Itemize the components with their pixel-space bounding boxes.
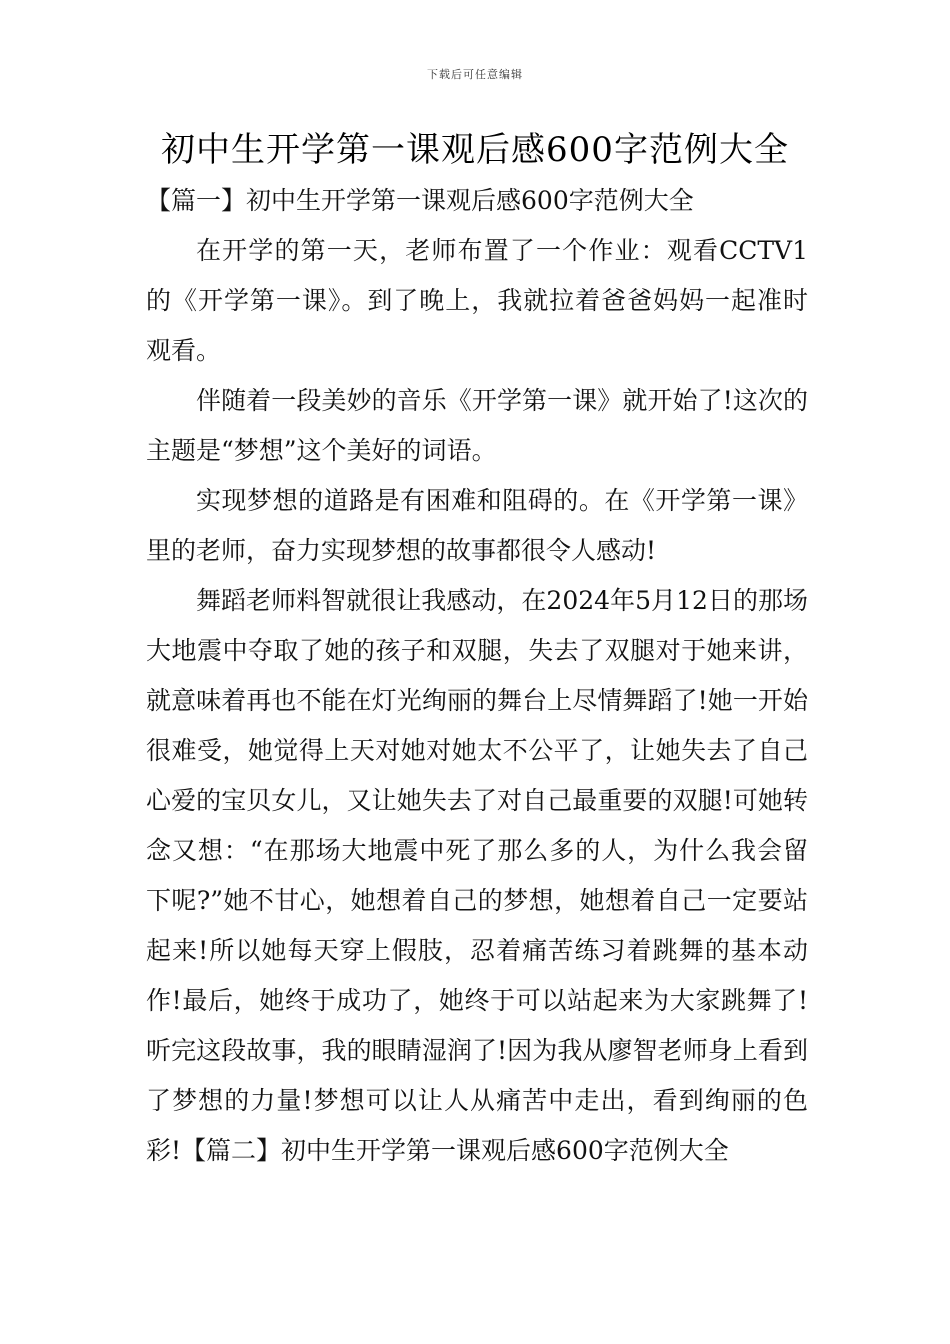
paragraph-2: 伴随着一段美妙的音乐《开学第一课》就开始了!这次的主题是“梦想”这个美好的词语。 xyxy=(146,386,808,465)
document-body xyxy=(146,176,808,1176)
section-heading: 【篇一】初中生开学第一课观后感600字范例大全 xyxy=(146,186,694,215)
document-title: 初中生开学第一课观后感600字范例大全 xyxy=(161,130,789,170)
paragraph-3: 实现梦想的道路是有困难和阻碍的。在《开学第一课》里的老师，奋力实现梦想的故事都很令人感动! xyxy=(146,486,808,565)
paragraph-1: 在开学的第一天，老师布置了一个作业：观看CCTV1的《开学第一课》。到了晚上，我就拉着爸爸妈妈一起准时观看。 xyxy=(146,236,808,365)
header-note: 下载后可任意编辑 xyxy=(427,68,523,81)
paragraph-4: 舞蹈老师料智就很让我感动，在2024年5月12日的那场大地震中夺取了她的孩子和双腿，失去了双腿对于她来讲，就意味着再也不能在灯光绚丽的舞台上尽情舞蹈了!她一开始很难受，她觉得上天对她对她太不公平了，让她失去了自己心爱的宝贝女儿，又让她失去了对自己最重要的双腿!可她转念又想：“在那场大地震中死了那么多的人，为什么我会留下呢?”她不甘心，她想着自己的梦想，她想着自己一定要站起来!所以她每天穿上假肢，忍着痛苦练习着跳舞的基本动作!最后，她终于成功了，她终于可以站起来为大家跳舞了!听完这段故事，我的眼睛湿润了!因为我从廖智老师身上看到了梦想的力量!梦想可以让人从痛苦中走出，看到绚丽的色彩!【篇二】初中生开学第一课观后感600字范例大全 xyxy=(146,586,808,1165)
